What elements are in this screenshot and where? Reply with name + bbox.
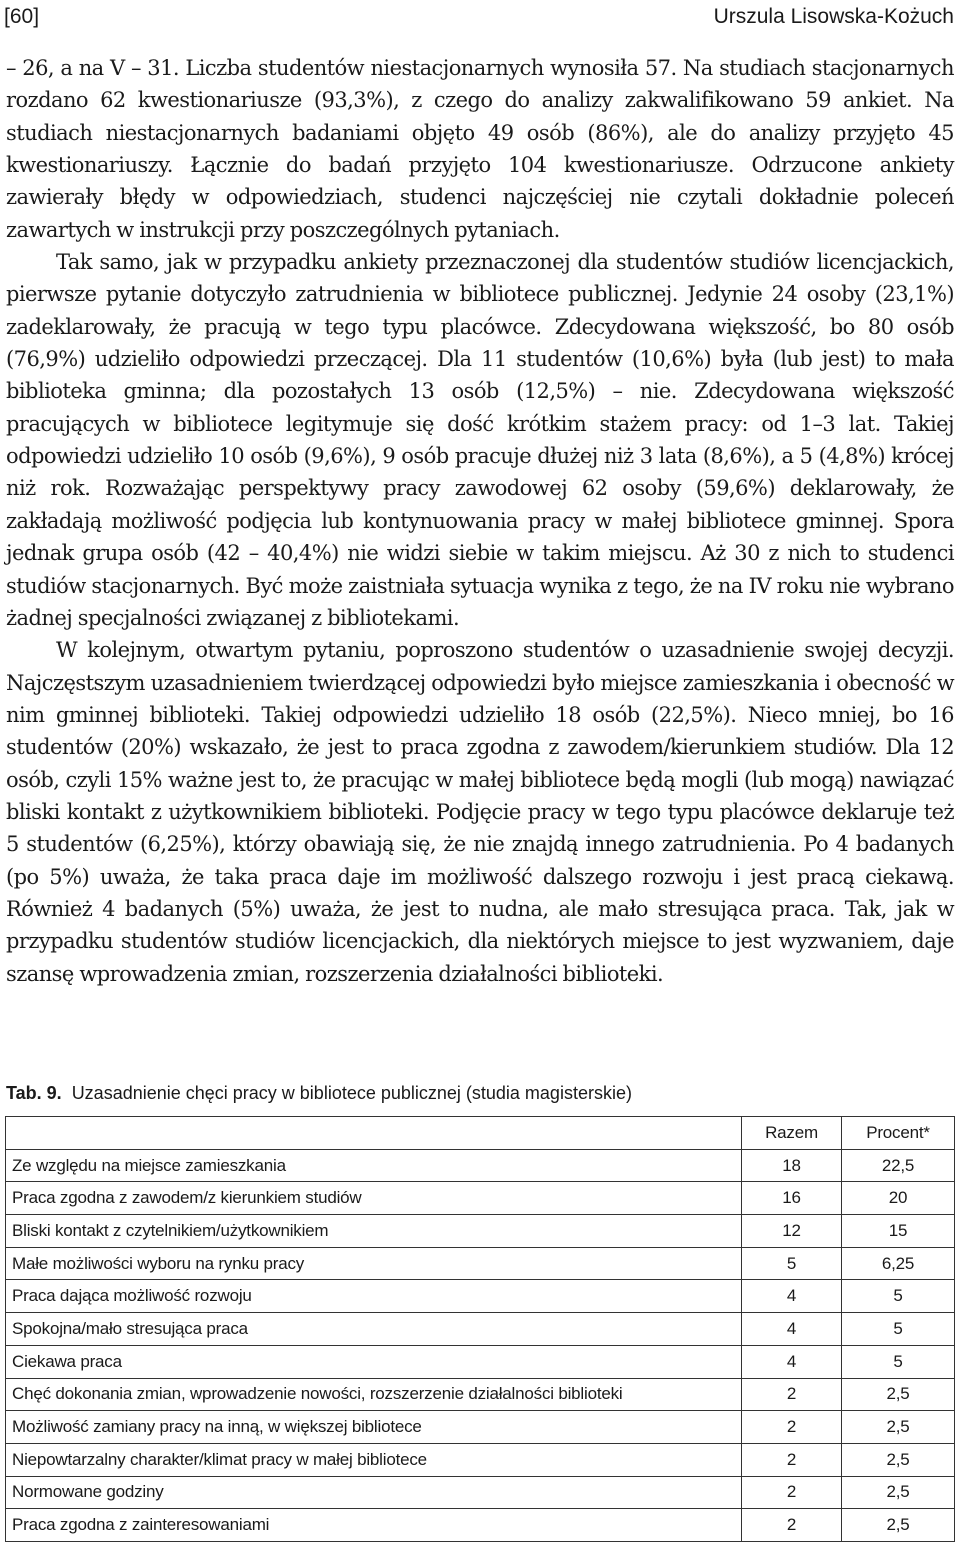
row-procent: 15 — [842, 1215, 955, 1248]
row-label: Praca dająca możliwość rozwoju — [6, 1280, 742, 1313]
row-procent: 2,5 — [842, 1476, 955, 1509]
row-razem: 5 — [742, 1247, 842, 1280]
row-procent: 5 — [842, 1345, 955, 1378]
table-row — [6, 1182, 955, 1215]
row-label: Spokojna/mało stresująca praca — [6, 1313, 742, 1346]
table-header-row — [6, 1117, 955, 1150]
row-label: Praca zgodna z zawodem/z kierunkiem studiów — [6, 1182, 742, 1215]
row-razem: 16 — [742, 1182, 842, 1215]
paragraph: – 26, a na V – 31. Liczba studentów niestacjonarnych wynosiła 57. Na studiach stacjonarnych rozdano 62 kwestionariusze (93,3%), z czego do analizy zakwalifikowano 59 ankiet. Na studiach niestacjonarnych badaniami objęto 49 osób (86%), ale do analizy przyjęto 45 kwestionariuszy. Łącznie do badań przyjęto 104 kwestionariusze. Odrzucone ankiety zawierały błędy w odpowiedziach, studenci najczęściej nie czytali dokładnie poleceń zawartych w instrukcji przy poszczególnych pytaniach. — [6, 56, 954, 242]
row-razem: 2 — [742, 1476, 842, 1509]
row-razem: 12 — [742, 1215, 842, 1248]
row-razem: 4 — [742, 1345, 842, 1378]
row-procent: 5 — [842, 1313, 955, 1346]
paragraph: W kolejnym, otwartym pytaniu, poproszono studentów o uzasadnienie swojej decyzji. Najczęstszym uzasadnieniem twierdzącej odpowiedzi było miejsce zamieszkania i obecność w nim gminnej biblioteki. Takiej odpowiedzi udzieliło 18 osób (22,5%). Nieco mniej, bo 16 studentów (20%) wskazało, że jest to praca zgodna z zawodem/kierunkiem studiów. Dla 12 osób, czyli 15% ważne jest to, że pracując w małej bibliotece będą mogli (lub mogą) nawiązać bliski kontakt z użytkownikiem biblioteki. Podjęcie pracy w tego typu placówce deklaruje też 5 studentów (6,25%), którzy obawiają się, że nie znajdą innego zatrudnienia. Po 4 badanych (po 5%) uważa, że taka praca daje im możliwość dalszego rozwoju i jest pracą ciekawą. Również 4 badanych (5%) uważa, że jest to nudna, ale mało stresująca praca. Tak, jak w przypadku studentów studiów licencjackich, dla niektórych miejsce to jest wyzwaniem, daje szansę wprowadzenia zmian, rozszerzenia działalności biblioteki. — [6, 638, 954, 986]
table-row — [6, 1443, 955, 1476]
table-row — [6, 1509, 955, 1542]
row-label: Normowane godziny — [6, 1476, 742, 1509]
row-procent: 2,5 — [842, 1509, 955, 1542]
row-razem: 4 — [742, 1280, 842, 1313]
table-caption — [6, 1080, 954, 1106]
data-table — [5, 1116, 955, 1542]
table-label: Tab. 9. — [6, 1083, 62, 1103]
table-row — [6, 1345, 955, 1378]
row-procent: 2,5 — [842, 1443, 955, 1476]
table-row — [6, 1313, 955, 1346]
row-procent: 2,5 — [842, 1411, 955, 1444]
row-razem: 4 — [742, 1313, 842, 1346]
row-label: Małe możliwości wyboru na rynku pracy — [6, 1247, 742, 1280]
row-label: Bliski kontakt z czytelnikiem/użytkownikiem — [6, 1215, 742, 1248]
table-row — [6, 1476, 955, 1509]
table-row — [6, 1378, 955, 1411]
row-razem: 2 — [742, 1411, 842, 1444]
running-head-author: Urszula Lisowska-Kożuch — [713, 5, 954, 28]
row-procent: 5 — [842, 1280, 955, 1313]
table-row — [6, 1247, 955, 1280]
row-label: Chęć dokonania zmian, wprowadzenie nowości, rozszerzenie działalności biblioteki — [6, 1378, 742, 1411]
row-procent: 2,5 — [842, 1378, 955, 1411]
row-razem: 18 — [742, 1149, 842, 1182]
table-row — [6, 1149, 955, 1182]
column-header-procent: Procent* — [842, 1117, 955, 1150]
body-text — [6, 52, 954, 990]
paragraph: Tak samo, jak w przypadku ankiety przeznaczonej dla studentów studiów licencjackich, pierwsze pytanie dotyczyło zatrudnienia w bibliotece publicznej. Jedynie 24 osoby (23,1%) zadeklarowały, że pracują w tego typu placówce. Zdecydowana większość, bo 80 osób (76,9%) udzieliło odpowiedzi przeczącej. Dla 11 studentów (10,6%) była (lub jest) to mała biblioteka gminna; dla pozostałych 13 osób (12,5%) – nie. Zdecydowana większość pracujących w bibliotece legitymuje się dość krótkim stażem pracy: od 1–3 lat. Takiej odpowiedzi udzieliło 10 osób (9,6%), 9 osób pracuje dłużej niż 3 lata (8,6%), a 5 (4,8%) krócej niż rok. Rozważając perspektywy pracy zawodowej 62 osoby (59,6%) deklarowały, że zakładają możliwość podjęcia lub kontynuowania pracy w małej bibliotece gminnej. Spora jednak grupa osób (42 – 40,4%) nie widzi siebie w takim miejscu. Aż 30 z nich to studenci studiów stacjonarnych. Być może zaistniała sytuacja wynika z tego, że na IV roku nie wybrano żadnej specjalności związanej z bibliotekami. — [6, 250, 954, 630]
row-label: Praca zgodna z zainteresowaniami — [6, 1509, 742, 1542]
table-title: Uzasadnienie chęci pracy w bibliotece publicznej (studia magisterskie) — [71, 1083, 632, 1103]
row-procent: 6,25 — [842, 1247, 955, 1280]
running-header — [0, 0, 960, 40]
row-razem: 2 — [742, 1378, 842, 1411]
page-number: [60] — [4, 5, 40, 28]
column-header-razem: Razem — [742, 1117, 842, 1150]
column-header-label — [6, 1117, 742, 1150]
table-row — [6, 1215, 955, 1248]
row-label: Możliwość zamiany pracy na inną, w większej bibliotece — [6, 1411, 742, 1444]
table-row — [6, 1280, 955, 1313]
row-label: Ciekawa praca — [6, 1345, 742, 1378]
row-procent: 22,5 — [842, 1149, 955, 1182]
row-label: Ze względu na miejsce zamieszkania — [6, 1149, 742, 1182]
row-procent: 20 — [842, 1182, 955, 1215]
table-row — [6, 1411, 955, 1444]
row-label: Niepowtarzalny charakter/klimat pracy w małej bibliotece — [6, 1443, 742, 1476]
row-razem: 2 — [742, 1443, 842, 1476]
row-razem: 2 — [742, 1509, 842, 1542]
